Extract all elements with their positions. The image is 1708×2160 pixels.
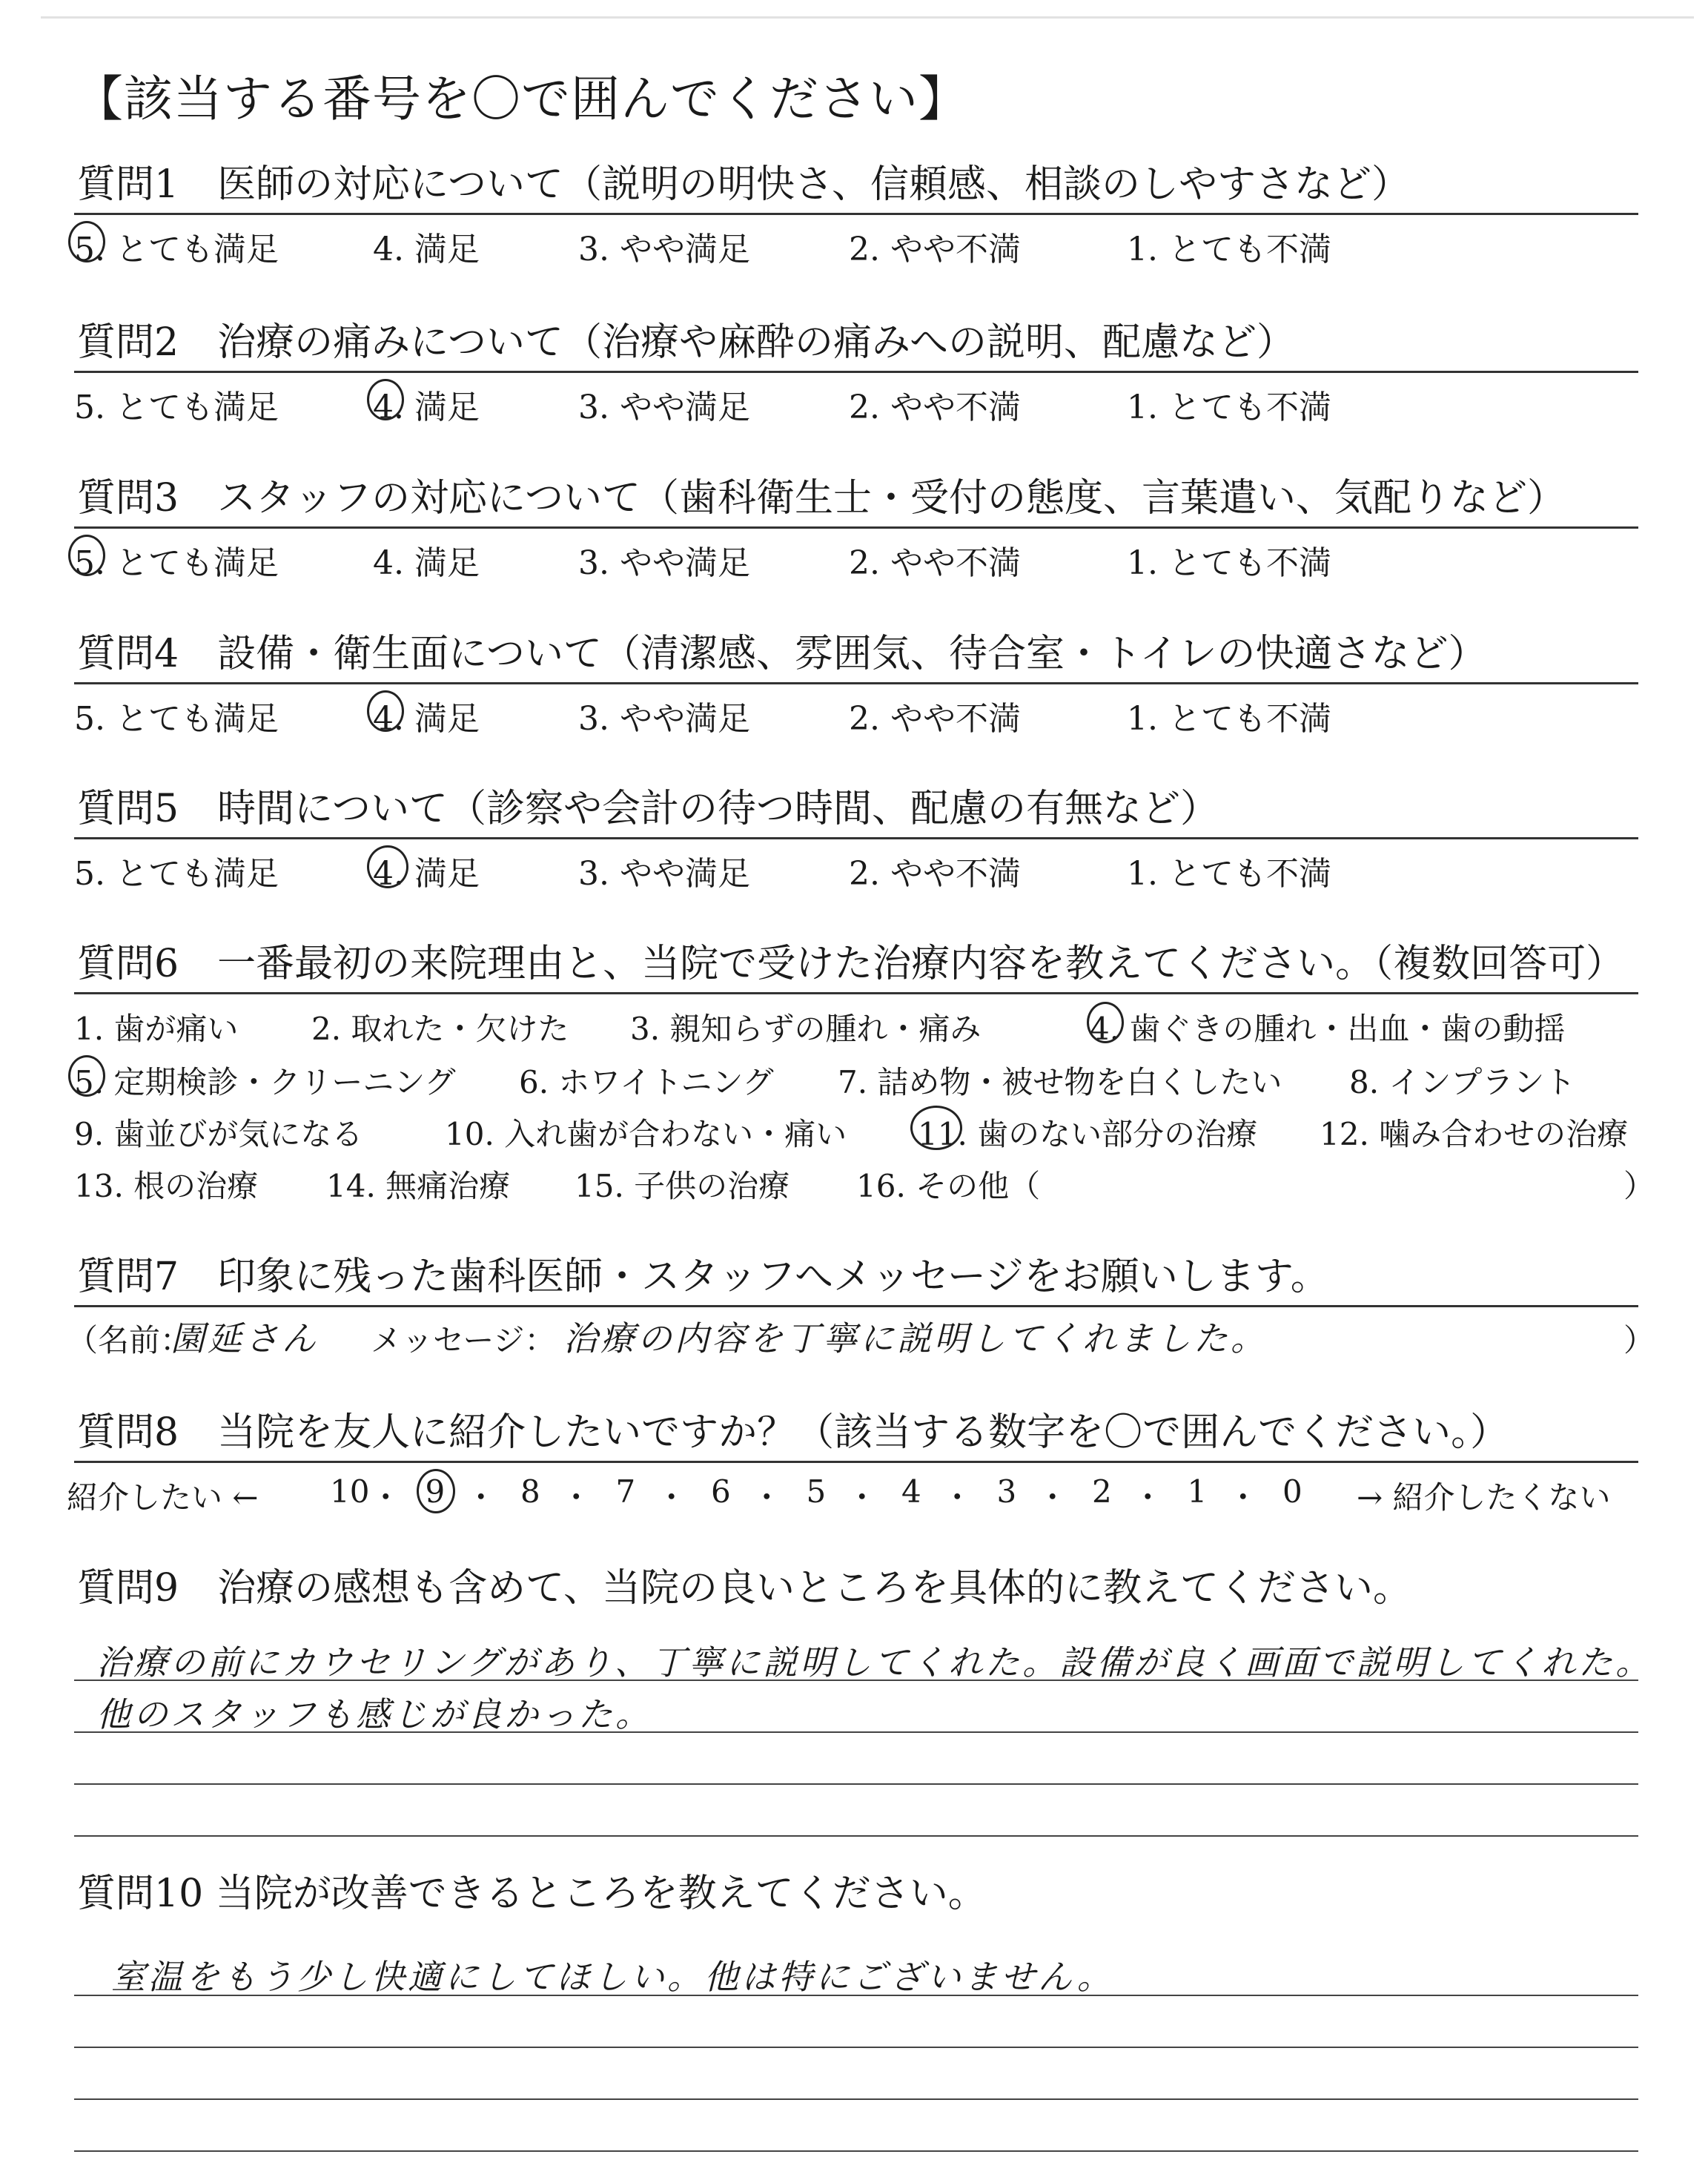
question-1-label: 質問1 医師の対応について（説明の明快さ、信頼感、相談のしやすさなど） xyxy=(77,162,1410,207)
question-1-options xyxy=(74,215,1638,274)
question-6-options xyxy=(74,994,1655,1209)
q3-option-2[interactable]: 2. やや不満 xyxy=(849,544,1021,582)
question-1 xyxy=(74,159,1638,274)
q10-answer-line-3 xyxy=(74,2098,1638,2100)
question-6-header xyxy=(74,939,1638,994)
q4-option-3[interactable]: 3. やや満足 xyxy=(578,700,750,738)
q8-number-9[interactable]: 9 xyxy=(425,1473,446,1510)
q7-message-label: メッセージ： xyxy=(371,1322,556,1358)
q9-answer-text-1[interactable]: 治療の前にカウセリングがあり、丁寧に説明してくれた。設備が良く画面で説明してくれた。 xyxy=(96,1642,1653,1682)
q2-option-5[interactable]: 5. とても満足 xyxy=(74,389,279,426)
question-2 xyxy=(74,317,1638,432)
question-8-label: 質問8 当院を友人に紹介したいですか？（該当する数字を〇で囲んでください。） xyxy=(77,1410,1509,1455)
question-6 xyxy=(74,939,1655,1209)
q8-number-3[interactable]: 3 xyxy=(996,1473,1017,1510)
q4-option-5[interactable]: 5. とても満足 xyxy=(74,700,279,738)
q4-option-2[interactable]: 2. やや不満 xyxy=(849,700,1021,738)
question-7 xyxy=(67,1252,1655,1367)
q8-right-label: → 紹介したくない xyxy=(1357,1479,1611,1516)
q5-selected-circle xyxy=(367,845,408,888)
q8-selected-circle xyxy=(417,1469,455,1513)
q3-selected-circle xyxy=(68,535,105,576)
q3-option-1[interactable]: 1. とても不満 xyxy=(1127,544,1331,582)
q6-option-10[interactable]: 10. 入れ歯が合わない・痛い xyxy=(445,1116,847,1152)
q1-option-1[interactable]: 1. とても不満 xyxy=(1127,231,1331,268)
q6-other-close: ） xyxy=(1623,1168,1655,1204)
q1-option-4[interactable]: 4. 満足 xyxy=(373,231,480,268)
question-2-header xyxy=(74,317,1638,373)
q5-option-3[interactable]: 3. やや満足 xyxy=(578,855,750,893)
q4-option-1[interactable]: 1. とても不満 xyxy=(1127,700,1331,738)
q8-number-1[interactable]: 1 xyxy=(1187,1473,1208,1510)
q6-option-15[interactable]: 15. 子供の治療 xyxy=(575,1168,790,1204)
question-1-header xyxy=(74,159,1638,215)
q2-option-3[interactable]: 3. やや満足 xyxy=(578,389,750,426)
q9-answer-line-3 xyxy=(74,1783,1638,1785)
q1-option-5[interactable]: 5. とても満足 xyxy=(74,231,279,268)
q8-separator: ・ xyxy=(1036,1479,1068,1516)
q8-number-4[interactable]: 4 xyxy=(901,1473,921,1510)
q8-separator: ・ xyxy=(370,1479,402,1516)
q10-answer-text-1[interactable]: 室温をもう少し快適にしてほしい。他は特にございません。 xyxy=(111,1957,1114,1997)
q6-option-12[interactable]: 12. 噛み合わせの治療 xyxy=(1320,1116,1629,1152)
q3-option-5[interactable]: 5. とても満足 xyxy=(74,544,279,582)
question-4-header xyxy=(74,629,1638,684)
q8-scale xyxy=(67,1463,1638,1522)
q6-option-14[interactable]: 14. 無痛治療 xyxy=(326,1168,511,1204)
question-3-header xyxy=(74,473,1638,529)
q2-selected-circle xyxy=(367,379,404,420)
q3-option-4[interactable]: 4. 満足 xyxy=(373,544,480,582)
q8-left-label: 紹介したい ← xyxy=(67,1479,259,1516)
q6-option-6[interactable]: 6. ホワイトニング xyxy=(519,1064,774,1100)
question-3-label: 質問3 スタッフの対応について（歯科衛生士・受付の態度、言葉遣い、気配りなど） xyxy=(77,476,1566,521)
q6-option-3[interactable]: 3. 親知らずの腫れ・痛み xyxy=(630,1011,982,1047)
q8-number-5[interactable]: 5 xyxy=(806,1473,827,1510)
question-5 xyxy=(74,784,1638,899)
question-10 xyxy=(74,1869,1638,1922)
q4-option-4[interactable]: 4. 満足 xyxy=(373,700,480,738)
q8-number-6[interactable]: 6 xyxy=(711,1473,731,1510)
question-9-header xyxy=(74,1563,1638,1616)
q5-option-2[interactable]: 2. やや不満 xyxy=(849,855,1021,893)
q6-option-2[interactable]: 2. 取れた・欠けた xyxy=(311,1011,569,1047)
q1-selected-circle xyxy=(68,221,105,262)
q10-answer-line-4 xyxy=(74,2150,1638,2152)
question-2-options xyxy=(74,373,1638,432)
q9-answer-line-4 xyxy=(74,1835,1638,1837)
q3-option-3[interactable]: 3. やや満足 xyxy=(578,544,750,582)
q8-separator: ・ xyxy=(465,1479,497,1516)
question-5-options xyxy=(74,839,1638,899)
q7-name-value[interactable]: 園延さん xyxy=(171,1318,319,1358)
q5-option-5[interactable]: 5. とても満足 xyxy=(74,855,279,893)
q6-option-16[interactable]: 16. その他（ xyxy=(856,1168,1041,1204)
top-divider xyxy=(41,16,1694,19)
q6-option-5-circle xyxy=(68,1055,105,1097)
q6-option-11[interactable]: 11. 歯のない部分の治療 xyxy=(918,1116,1258,1152)
q2-option-1[interactable]: 1. とても不満 xyxy=(1127,389,1331,426)
q2-option-4[interactable]: 4. 満足 xyxy=(373,389,480,426)
q10-answer-line-2 xyxy=(74,2047,1638,2048)
q6-option-4-circle xyxy=(1087,1002,1124,1043)
q8-separator: ・ xyxy=(1132,1479,1164,1516)
question-5-header xyxy=(74,784,1638,839)
q8-number-8[interactable]: 8 xyxy=(520,1473,540,1510)
q1-option-3[interactable]: 3. やや満足 xyxy=(578,231,750,268)
question-9 xyxy=(74,1563,1638,1616)
q8-separator: ・ xyxy=(560,1479,592,1516)
question-9-label: 質問9 治療の感想も含めて、当院の良いところを具体的に教えてください。 xyxy=(77,1566,1412,1611)
q8-number-2[interactable]: 2 xyxy=(1092,1473,1112,1510)
q6-option-13[interactable]: 13. 根の治療 xyxy=(74,1168,259,1204)
question-4-label: 質問4 設備・衛生面について（清潔感、雰囲気、待合室・トイレの快適さなど） xyxy=(77,632,1487,676)
q8-separator: ・ xyxy=(655,1479,687,1516)
q6-option-5[interactable]: 5. 定期検診・クリーニング xyxy=(74,1064,456,1100)
question-2-label: 質問2 治療の痛みについて（治療や麻酔の痛みへの説明、配慮など） xyxy=(77,320,1296,365)
q8-separator: ・ xyxy=(751,1479,783,1516)
q6-option-1[interactable]: 1. 歯が痛い xyxy=(74,1011,239,1047)
question-8 xyxy=(67,1407,1638,1522)
question-10-label: 質問10 当院が改善できるところを教えてください。 xyxy=(77,1872,987,1916)
page-title: 【該当する番号を〇で囲んでください】 xyxy=(74,70,968,128)
question-3-options xyxy=(74,529,1638,588)
question-7-header xyxy=(74,1252,1638,1307)
q6-option-11-circle xyxy=(910,1106,962,1150)
question-7-answer xyxy=(67,1307,1655,1367)
q5-option-4[interactable]: 4. 満足 xyxy=(373,855,480,893)
q6-option-7[interactable]: 7. 詰め物・被せ物を白くしたい xyxy=(838,1064,1282,1100)
question-6-label: 質問6 一番最初の来院理由と、当院で受けた治療内容を教えてください。（複数回答可） xyxy=(77,942,1625,986)
q8-number-0[interactable]: 0 xyxy=(1282,1473,1302,1510)
q6-option-9[interactable]: 9. 歯並びが気になる xyxy=(74,1116,363,1152)
q9-answer-text-2[interactable]: 他のスタッフも感じが良かった。 xyxy=(96,1694,652,1734)
question-5-label: 質問5 時間について（診察や会計の待つ時間、配慮の有無など） xyxy=(77,787,1219,831)
q4-selected-circle xyxy=(367,690,404,732)
q7-close: ） xyxy=(1623,1322,1655,1358)
q8-separator: ・ xyxy=(846,1479,878,1516)
question-8-header xyxy=(74,1407,1638,1463)
q8-number-7[interactable]: 7 xyxy=(615,1473,636,1510)
question-7-label: 質問7 印象に残った歯科医師・スタッフへメッセージをお願いします。 xyxy=(77,1255,1329,1299)
question-4-options xyxy=(74,684,1638,744)
question-3 xyxy=(74,473,1638,588)
q2-option-2[interactable]: 2. やや不満 xyxy=(849,389,1021,426)
q6-option-8[interactable]: 8. インプラント xyxy=(1349,1064,1576,1100)
q1-option-2[interactable]: 2. やや不満 xyxy=(849,231,1021,268)
q8-separator: ・ xyxy=(1227,1479,1259,1516)
question-4 xyxy=(74,629,1638,744)
q8-separator: ・ xyxy=(941,1479,973,1516)
question-10-header xyxy=(74,1869,1638,1922)
q7-message-value[interactable]: 治療の内容を丁寧に説明してくれました。 xyxy=(563,1318,1268,1358)
q7-name-label: （名前： xyxy=(67,1322,192,1358)
q8-number-10[interactable]: 10 xyxy=(330,1473,370,1510)
q6-option-4[interactable]: 4. 歯ぐきの腫れ・出血・歯の動揺 xyxy=(1090,1011,1566,1047)
q5-option-1[interactable]: 1. とても不満 xyxy=(1127,855,1331,893)
